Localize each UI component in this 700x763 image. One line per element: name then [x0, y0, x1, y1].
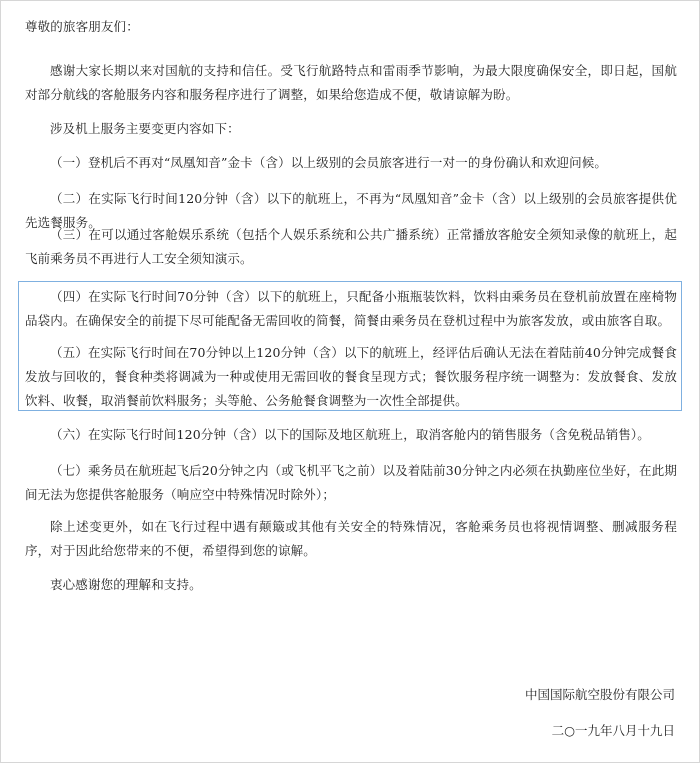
- intro-paragraph: 感谢大家长期以来对国航的支持和信任。受飞行航路特点和雷雨季节影响，为最大限度确保安全，即日起，国航对部分航线的客舱服务内容和服务程序进行了调整，如果给您造成不便，敬请谅解为盼。: [25, 63, 677, 102]
- change-item-1: （一）登机后不再对“凤凰知音”金卡（含）以上级别的会员旅客进行一对一的身份确认和欢迎问候。: [50, 155, 608, 170]
- change-item-2: （二）在实际飞行时间120分钟（含）以下的航班上，不再为“凤凰知音”金卡（含）以上级别的会员旅客提供优先选餐服务。: [25, 191, 677, 230]
- date: 二○一九年八月十九日: [551, 723, 675, 738]
- signature: 中国国际航空股份有限公司: [524, 687, 675, 702]
- greeting: 尊敬的旅客朋友们：: [25, 19, 139, 34]
- change-item-5: （五）在实际飞行时间在70分钟以上120分钟（含）以下的航班上，经评估后确认无法在着陆前40分钟完成餐食发放与回收的，餐食种类将调减为一种或使用无需回收的餐食呈现方式；餐饮服务程序统一调整为：发放餐食、发放饮料、收餐，取消餐前饮料服务；头等舱、公务舱餐食调整为一次性全部提供。: [25, 345, 677, 408]
- change-item-3: （三）在可以通过客舱娱乐系统（包括个人娱乐系统和公共广播系统）正常播放客舱安全须知录像的航班上，起飞前乘务员不再进行人工安全须知演示。: [25, 227, 677, 266]
- thanks-line: 衷心感谢您的理解和支持。: [50, 577, 202, 592]
- change-item-4: （四）在实际飞行时间70分钟（含）以下的航班上，只配备小瓶瓶装饮料，饮料由乘务员在登机前放置在座椅物品袋内。在确保安全的前提下尽可能配备无需回收的简餐，简餐由乘务员在登机过程中为旅客发放，或由旅客自取。: [25, 289, 677, 328]
- change-item-7: （七）乘务员在航班起飞后20分钟之内（或飞机平飞之前）以及着陆前30分钟之内必须在执勤座位坐好，在此期间无法为您提供客舱服务（响应空中特殊情况时除外）；: [25, 463, 677, 502]
- changes-lead: 涉及机上服务主要变更内容如下：: [50, 121, 240, 136]
- change-item-6: （六）在实际飞行时间120分钟（含）以下的国际及地区航班上，取消客舱内的销售服务（含免税品销售）。: [50, 427, 650, 442]
- closing-paragraph: 除上述变更外，如在飞行过程中遇有颠簸或其他有关安全的特殊情况，客舱乘务员也将视情调整、删减服务程序，对于因此给您带来的不便，希望得到您的谅解。: [25, 519, 677, 558]
